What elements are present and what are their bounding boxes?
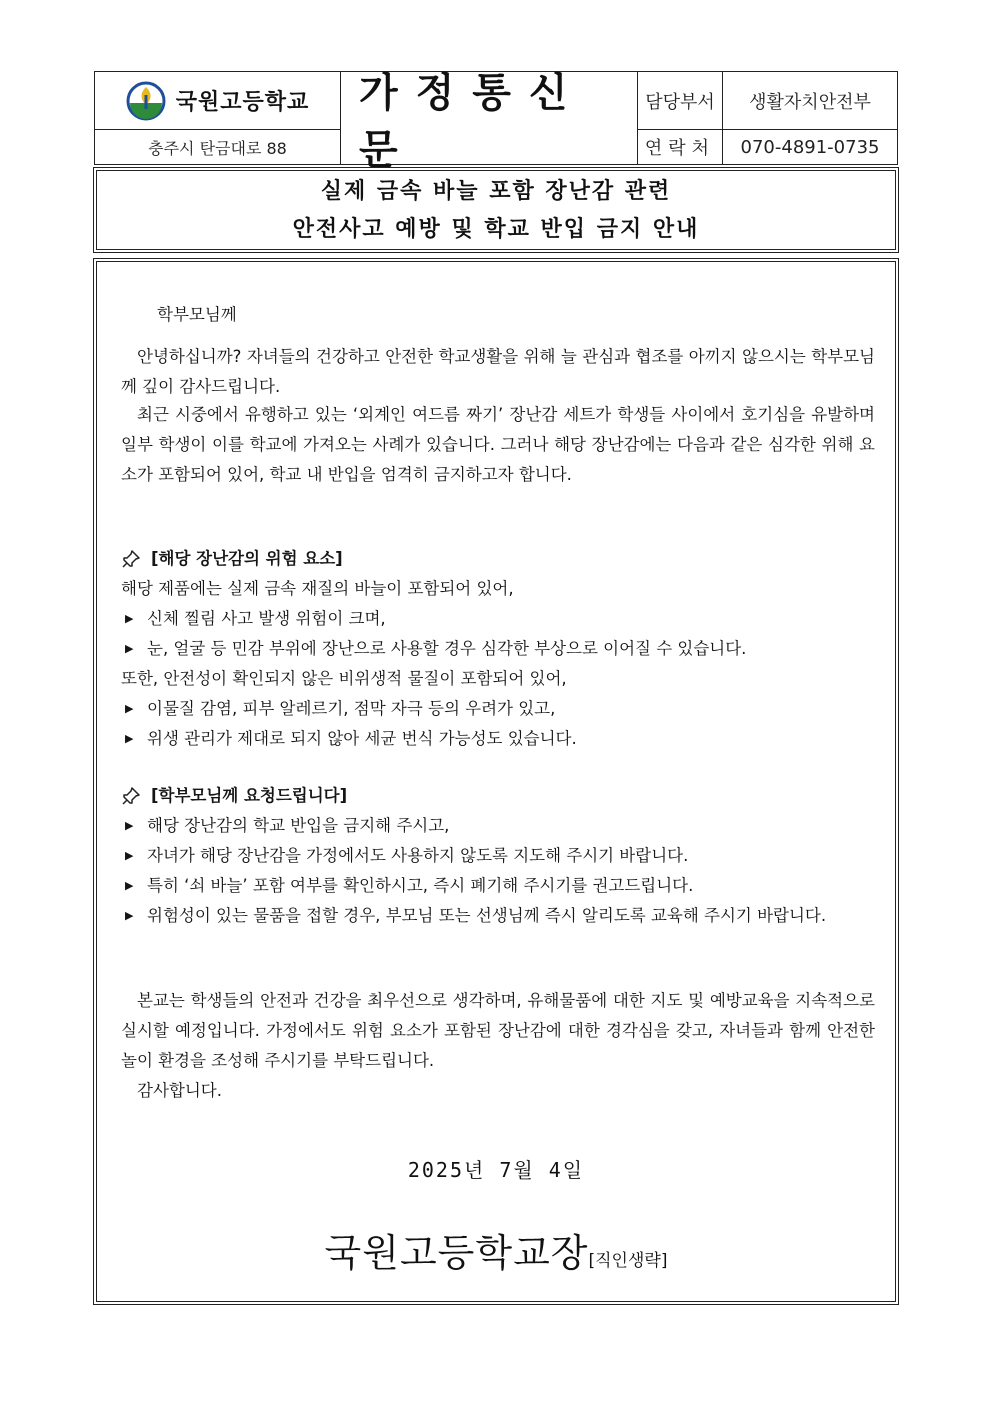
triangle-bullet-icon: ▶ <box>125 879 134 892</box>
newsletter-title: 가정통신문 <box>341 72 638 164</box>
triangle-bullet-icon: ▶ <box>125 819 134 832</box>
notice-title-line1: 실제 금속 바늘 포함 장난감 관련 <box>320 178 672 204</box>
school-address: 충주시 탄금대로 88 <box>95 130 341 164</box>
greeting: 학부모님께 <box>157 305 237 324</box>
dept-label: 담당부서 <box>638 72 723 130</box>
issue-date: 2025년 7월 4일 <box>407 1158 585 1182</box>
list-item: ▶ 위험성이 있는 물품을 접할 경우, 부모님 또는 선생님께 즉시 알리도록 교육해 주시기 바랍니다. <box>121 901 875 931</box>
section-requests-title: [학부모님께 요청드립니다] <box>151 786 348 805</box>
pushpin-icon <box>121 786 141 806</box>
school-name: 국원고등학교 <box>175 90 310 115</box>
signature-block <box>97 1222 895 1277</box>
list-item: ▶ 이물질 감염, 피부 알레르기, 점막 자극 등의 우려가 있고, <box>121 694 875 724</box>
triangle-bullet-icon: ▶ <box>125 702 134 715</box>
hazards-intro-2: 또한, 안전성이 확인되지 않은 비위생적 물질이 포함되어 있어, <box>121 669 567 688</box>
list-item: ▶ 특히 ‘쇠 바늘’ 포함 여부를 확인하시고, 즉시 폐기해 주시기를 권고드립니다. <box>121 871 875 901</box>
hazards-intro-1: 해당 제품에는 실제 금속 재질의 바늘이 포함되어 있어, <box>121 579 514 598</box>
thanks: 감사합니다. <box>137 1081 222 1100</box>
paragraph-background: 최근 시중에서 유행하고 있는 ‘외계인 여드름 짜기’ 장난감 세트가 학생들 사이에서 호기심을 유발하며 일부 학생이 이를 학교에 가져오는 사례가 있습니다. 그러나 해당 장난감에는 다음과 같은 심각한 위해 요소가 포함되어 있어, 학교 내 반입을 엄격히 금지하고자 합니다. <box>121 405 875 484</box>
contact-label: 연락처 <box>638 130 723 164</box>
triangle-bullet-icon: ▶ <box>125 612 134 625</box>
section-hazards-title: [해당 장난감의 위험 요소] <box>151 549 343 568</box>
school-emblem-icon <box>126 81 166 121</box>
notice-title-line2: 안전사고 예방 및 학교 반입 금지 안내 <box>292 216 700 242</box>
paragraph-closing: 본교는 학생들의 안전과 건강을 최우선으로 생각하며, 유해물품에 대한 지도 및 예방교육을 지속적으로 실시할 예정입니다. 가정에서도 위험 요소가 포함된 장난감에 대한 경각심을 갖고, 자녀들과 함께 안전한 놀이 환경을 조성해 주시기를 부탁드립니다. <box>121 991 875 1070</box>
dept-value: 생활자치안전부 <box>723 72 897 130</box>
contact-value: 070-4891-0735 <box>740 136 880 158</box>
list-item: ▶ 자녀가 해당 장난감을 가정에서도 사용하지 않도록 지도해 주시기 바랍니다. <box>121 841 875 871</box>
principal-signature: 국원고등학교장 <box>324 1231 589 1275</box>
seal-note: [직인생략] <box>588 1251 668 1271</box>
paragraph-intro: 안녕하십니까? 자녀들의 건강하고 안전한 학교생활을 위해 늘 관심과 협조를 아끼지 않으시는 학부모님께 깊이 감사드립니다. <box>121 347 875 396</box>
school-cell <box>95 72 341 130</box>
list-item: ▶ 눈, 얼굴 등 민감 부위에 장난으로 사용할 경우 심각한 부상으로 이어질 수 있습니다. <box>121 634 875 664</box>
pushpin-icon <box>121 549 141 569</box>
list-item: ▶ 해당 장난감의 학교 반입을 금지해 주시고, <box>121 811 875 841</box>
triangle-bullet-icon: ▶ <box>125 849 134 862</box>
header-table <box>94 70 898 173</box>
triangle-bullet-icon: ▶ <box>125 642 134 655</box>
body-box <box>93 258 899 1305</box>
list-item: ▶ 신체 찔림 사고 발생 위험이 크며, <box>121 604 875 634</box>
triangle-bullet-icon: ▶ <box>125 732 134 745</box>
section-hazards-heading <box>121 544 875 574</box>
section-requests-heading <box>121 781 875 811</box>
notice-title-box <box>93 167 899 253</box>
list-item: ▶ 위생 관리가 제대로 되지 않아 세균 번식 가능성도 있습니다. <box>121 724 875 754</box>
triangle-bullet-icon: ▶ <box>125 909 134 922</box>
